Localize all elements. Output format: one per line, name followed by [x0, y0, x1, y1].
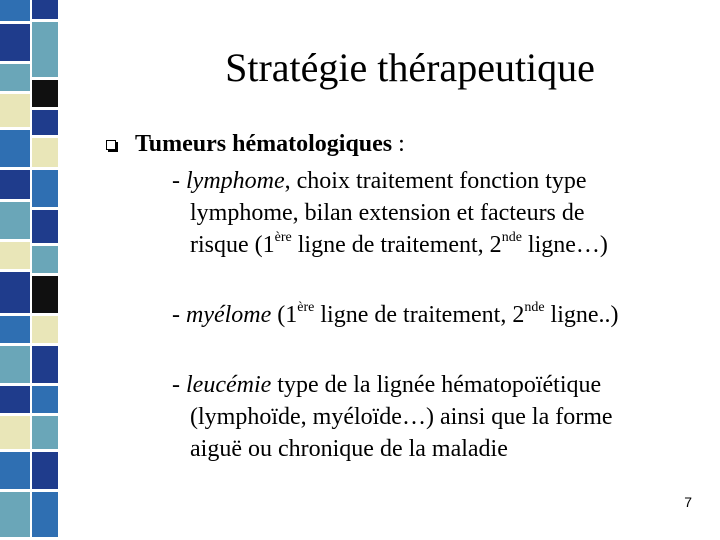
lymphome-term: lymphome — [186, 168, 285, 194]
stripe-tile — [32, 246, 58, 273]
stripe-tile — [0, 0, 30, 21]
stripe-tile — [0, 416, 30, 449]
stripe-tile — [0, 316, 30, 343]
leucemie-line-1 — [172, 369, 601, 401]
dash: - — [172, 168, 186, 194]
stripe-tile — [32, 80, 58, 107]
stripe-tile — [0, 272, 30, 313]
lymphome-l3a: risque (1 — [190, 232, 275, 258]
myelome-a: (1 — [271, 302, 298, 328]
stripe-tile — [32, 22, 58, 77]
stripe-tile — [32, 386, 58, 413]
square-bullet-icon — [106, 140, 116, 150]
decorative-stripe — [0, 0, 72, 540]
myelome-line — [172, 299, 619, 331]
stripe-tile — [0, 64, 30, 91]
stripe-tile — [32, 452, 58, 489]
stripe-tile — [32, 138, 58, 167]
stripe-tile — [32, 210, 58, 243]
stripe-tile — [32, 316, 58, 343]
stripe-tile — [0, 94, 30, 127]
dash: - — [172, 302, 186, 328]
leucemie-term: leucémie — [186, 372, 272, 398]
stripe-tile — [0, 242, 30, 269]
lymphome-line-3 — [190, 229, 608, 261]
superscript: nde — [524, 300, 545, 315]
lymphome-l3b: ligne de traitement, 2 — [291, 232, 502, 258]
bullet-heading-bold: Tumeurs hématologiques — [135, 131, 393, 157]
stripe-tile — [0, 346, 30, 383]
dash: - — [172, 372, 186, 398]
stripe-tile — [32, 110, 58, 135]
stripe-tile — [0, 386, 30, 413]
superscript: ère — [297, 300, 315, 315]
stripe-tile — [0, 130, 30, 167]
bullet-heading — [135, 128, 405, 160]
stripe-tile — [32, 276, 58, 313]
myelome-c: ligne..) — [544, 302, 619, 328]
page-number: 7 — [684, 494, 692, 510]
lymphome-l3c: ligne…) — [521, 232, 608, 258]
stripe-tile — [32, 170, 58, 207]
lymphome-text: , choix traitement fonction type — [284, 168, 587, 194]
leucemie-line-2: (lymphoïde, myéloïde…) ainsi que la forme — [190, 404, 613, 430]
leucemie-line-3: aiguë ou chronique de la maladie — [190, 436, 508, 462]
superscript: ère — [274, 230, 292, 245]
lymphome-line-1 — [172, 165, 587, 197]
slide-title: Stratégie thérapeutique — [225, 45, 595, 90]
stripe-tile — [32, 416, 58, 449]
leucemie-text: type de la lignée hématopoïétique — [271, 372, 602, 398]
myelome-term: myélome — [186, 302, 272, 328]
stripe-tile — [0, 452, 30, 489]
stripe-tile — [0, 202, 30, 239]
stripe-tile — [32, 0, 58, 19]
stripe-tile — [32, 346, 58, 383]
stripe-tile — [0, 170, 30, 199]
stripe-tile — [0, 492, 30, 537]
myelome-b: ligne de traitement, 2 — [314, 302, 525, 328]
stripe-tile — [32, 492, 58, 537]
stripe-tile — [0, 24, 30, 61]
superscript: nde — [501, 230, 522, 245]
lymphome-line-2: lymphome, bilan extension et facteurs de — [190, 200, 585, 226]
bullet-heading-suffix: : — [392, 131, 405, 157]
